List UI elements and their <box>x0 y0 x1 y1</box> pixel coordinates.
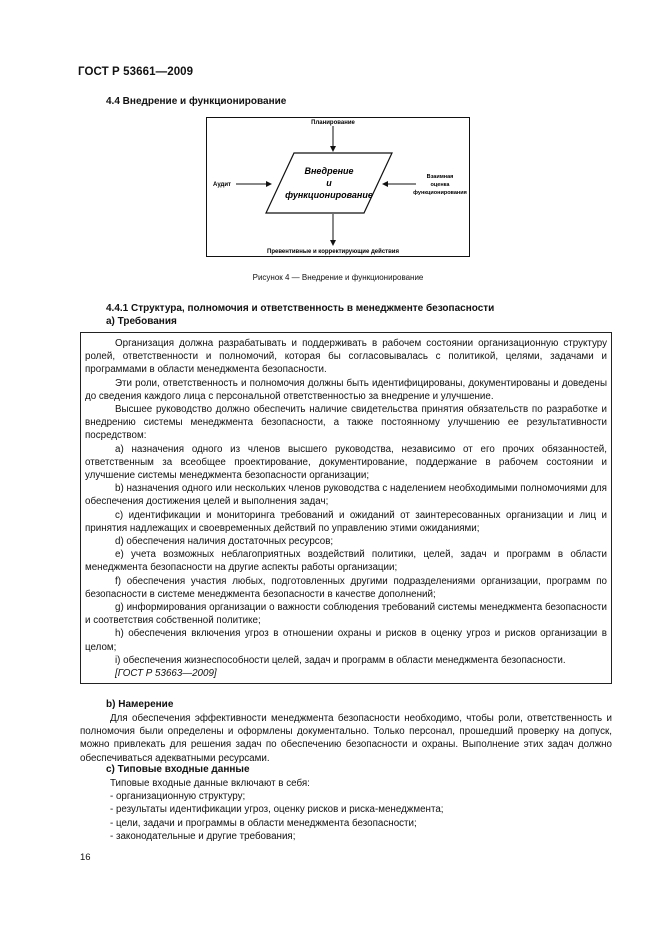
req-item-c: с) идентификации и мониторинга требований и ожиданий от заинтересованных организации и лиц и принятия надлежащих и своевременных действий по управлению этими ожиданиями; <box>85 509 607 534</box>
req-item-g: g) информирования организации о важности соблюдения требований системы менеджмента безопасности и соответствия собственной политике; <box>85 602 607 627</box>
requirements-box <box>80 332 612 684</box>
req-item-f: f) обеспечения участия любых, подготовленных другими подразделениями организации, программ по безопасности в системе менеджмента безопасности в качестве дополнений; <box>85 575 607 600</box>
req-item-d: d) обеспечения наличия достаточных ресурсов; <box>115 536 334 548</box>
inputs-intro: Типовые входные данные включают в себя: <box>110 778 310 789</box>
intent-text: Для обеспечения эффективности менеджмента безопасности необходимо, чтобы роли, ответственность и полномочия были определены и оформлены документально. Только персонал, прошедший проверку на допуск, можно привлекать для решения задач по обеспечению безопасности и охраны. Выполнение этих задач должно обеспечиваться адекватными ресурсами. <box>80 713 612 764</box>
req-item-i: i) обеспечения жизнеспособности целей, задач и программ в области менеджмента безопасности. <box>115 654 566 666</box>
citation: [ГОСТ Р 53663—2009] <box>115 668 217 680</box>
list-item: - организационную структуру; <box>110 791 246 803</box>
page-number: 16 <box>80 852 91 863</box>
arrowhead-top <box>330 146 336 152</box>
label-audit: Аудит <box>213 182 231 188</box>
label-right-1: Взаимная <box>426 174 454 180</box>
document-header: ГОСТ Р 53661—2009 <box>78 66 194 78</box>
arrowhead-right <box>382 181 388 187</box>
requirements-heading: а) Требования <box>106 316 177 327</box>
label-bottom: Превентивные и корректирующие действия <box>267 249 399 255</box>
list-item: - результаты идентификации угроз, оценку рисков и риска-менеджмента; <box>110 804 444 816</box>
req-item-a: а) назначения одного из членов высшего руководства, независимо от его прочих обязанностей, ответственным за всеобщее проектирование, документирование, поддержание в рабочем состоянии и улучшение системы менеджмента безопасности организации; <box>85 443 607 482</box>
label-center-1: Внедрение <box>304 166 354 176</box>
label-right-3: функционирования <box>413 190 467 196</box>
req-paragraph-2: Эти роли, ответственность и полномочия должны быть идентифицированы, документированы и доведены до сведения каждого лица с персональной ответственностью за внедрение и улучшение. <box>85 377 607 402</box>
req-item-h: h) обеспечения включения угроз в отношении охраны и рисков в оценку угроз и рисков организации в целом; <box>85 628 607 653</box>
req-paragraph-3: Высшее руководство должно обеспечить наличие свидетельства принятия обязательств по разработке и внедрению системы менеджмента безопасности, а также постоянному улучшению ее результативности посредством: <box>85 404 607 442</box>
arrowhead-left <box>266 181 272 187</box>
list-item: - цели, задачи и программы в области менеджмента безопасности; <box>110 817 417 829</box>
list-item: - законодательные и другие требования; <box>110 830 296 842</box>
req-paragraph-1: Организация должна разрабатывать и поддерживать в рабочем состоянии организационную структуру ролей, ответственности и полномочий, которая бы согласовывалась с политикой, целями, задачами и программами в области менеджмента безопасности. <box>85 338 607 376</box>
inputs-heading: с) Типовые входные данные <box>106 764 250 775</box>
req-item-e: е) учета возможных неблагоприятных воздействий политики, целей, задач и программ в области менеджмента безопасности на другие аспекты работы организации; <box>85 549 607 574</box>
section-title: 4.4 Внедрение и функционирование <box>106 96 287 107</box>
arrowhead-bottom <box>330 240 336 246</box>
label-center-2: и <box>326 178 332 188</box>
label-center-3: функционирование <box>285 190 373 200</box>
intent-heading: b) Намерение <box>106 699 174 710</box>
req-item-b: b) назначения одного или нескольких членов руководства с наделением необходимыми полномочиями для обеспечения достижения целей и выполнения задач; <box>85 483 607 508</box>
flow-diagram <box>206 117 470 257</box>
figure-caption: Рисунок 4 — Внедрение и функционирование <box>252 273 424 282</box>
subsection-title: 4.4.1 Структура, полномочия и ответственность в менеджменте безопасности <box>106 303 495 314</box>
label-planning: Планирование <box>311 120 355 126</box>
label-right-2: оценка <box>430 182 450 188</box>
